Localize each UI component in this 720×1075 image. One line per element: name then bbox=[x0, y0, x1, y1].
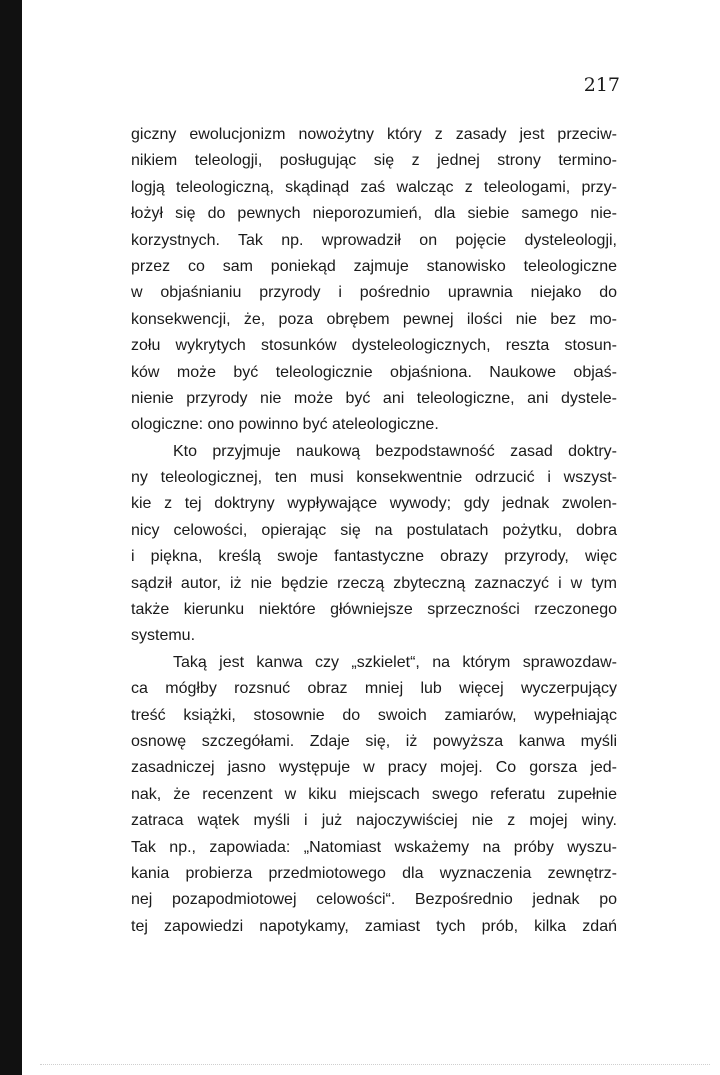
text-line: kie z tej doktryny wypływające wywody; gdy jednak zwolen- bbox=[131, 495, 617, 513]
page-number: 217 bbox=[583, 74, 620, 96]
text-line: Tak np., zapowiada: „Natomiast wskażemy na próby wyszu- bbox=[131, 838, 617, 856]
text-line: ny teleologicznej, ten musi konsekwentnie odrzucić i wszyst- bbox=[131, 469, 617, 487]
text-line: nicy celowości, opierając się na postulatach pożytku, dobra bbox=[131, 521, 617, 539]
paragraph bbox=[131, 122, 617, 439]
text-line: sądził autor, iż nie będzie rzeczą zbyteczną zaznaczyć i w tym bbox=[131, 574, 617, 592]
body-text bbox=[131, 122, 617, 940]
text-line: systemu. bbox=[131, 627, 196, 645]
text-line: zatraca wątek myśli i już najoczywiściej nie z mojej winy. bbox=[131, 812, 617, 830]
text-line: przez co sam poniekąd zajmuje stanowisko teleologiczne bbox=[131, 257, 617, 275]
text-line: w objaśnianiu przyrody i pośrednio uprawnia niejako do bbox=[131, 284, 617, 302]
text-line: zołu wykrytych stosunków dysteleologicznych, reszta stosun- bbox=[131, 337, 617, 355]
text-line: nikiem teleologji, posługując się z jednej strony termino- bbox=[131, 152, 617, 170]
text-line: nej pozapodmiotowej celowości“. Bezpośrednio jednak po bbox=[131, 891, 617, 909]
text-line: giczny ewolucjonizm nowożytny który z zasady jest przeciw- bbox=[131, 126, 617, 143]
text-line: tej zapowiedzi napotykamy, zamiast tych prób, kilka zdań bbox=[131, 917, 617, 935]
text-line: ków może być teleologicznie objaśniona. Naukowe objaś- bbox=[131, 363, 617, 381]
text-line: Kto przyjmuje naukową bezpodstawność zasad doktry- bbox=[173, 442, 617, 460]
text-line: zasadniczej jasno występuje w pracy mojej. Co gorsza jed- bbox=[131, 759, 617, 777]
text-line: treść książki, stosownie do swoich zamiarów, wypełniając bbox=[131, 706, 617, 724]
text-line: i piękna, kreślą swoje fantastyczne obrazy przyrody, więc bbox=[131, 548, 617, 566]
text-line: ologiczne: ono powinno być ateleologiczne. bbox=[131, 416, 439, 434]
scan-edge-artifact bbox=[40, 1064, 710, 1065]
text-line: ca mógłby rozsnuć obraz mniej lub więcej wyczerpujący bbox=[131, 680, 617, 698]
text-line: także kierunku niektóre główniejsze sprzeczności rzeczonego bbox=[131, 601, 617, 619]
text-line: osnowę szczegółami. Zdaje się, iż powyższa kanwa myśli bbox=[131, 732, 617, 750]
text-line: Taką jest kanwa czy „szkielet“, na którym sprawozdaw- bbox=[173, 653, 617, 671]
text-line: nienie przyrody nie może być ani teleologiczne, ani dystele- bbox=[131, 389, 617, 407]
text-line: logją teleologiczną, skądinąd zaś walcząc z teleologami, przy- bbox=[131, 178, 617, 196]
paragraph bbox=[131, 650, 617, 940]
text-line: kania probierza przedmiotowego dla wyznaczenia zewnętrz- bbox=[131, 864, 617, 882]
paragraph bbox=[131, 439, 617, 650]
text-line: łożył się do pewnych nieporozumień, dla siebie samego nie- bbox=[131, 205, 617, 223]
text-line: konsekwencji, że, poza obrębem pewnej ilości nie bez mo- bbox=[131, 310, 617, 328]
text-line: nak, że recenzent w kiku miejscach swego referatu zupełnie bbox=[131, 785, 617, 803]
text-line: korzystnych. Tak np. wprowadził on pojęcie dysteleologji, bbox=[131, 231, 617, 249]
book-binding-edge bbox=[0, 0, 22, 1075]
